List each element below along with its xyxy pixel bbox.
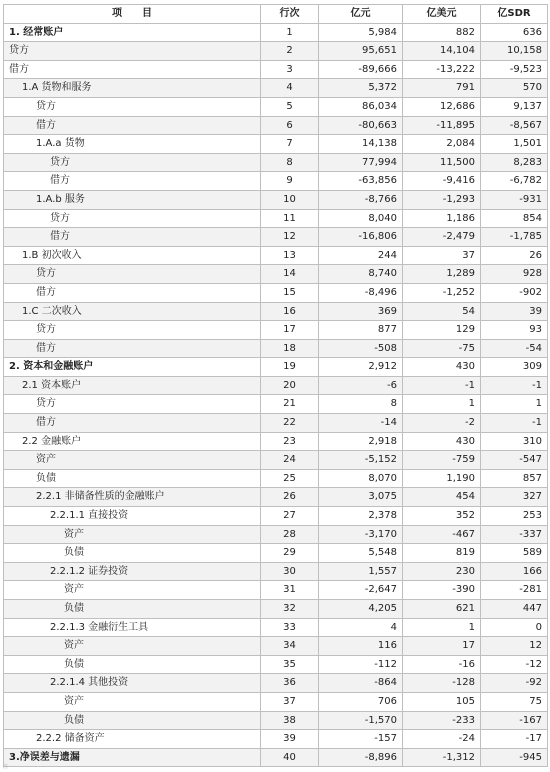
row-number: 33 [261,618,319,637]
row-item-label: 3.净误差与遗漏 [4,748,261,767]
row-number: 27 [261,507,319,526]
table-row [4,432,548,451]
row-number: 13 [261,246,319,265]
footnote-mark: 注 [3,764,9,770]
header-row-number: 行次 [261,5,319,24]
table-row [4,209,548,228]
table-row [4,265,548,284]
table-row [4,674,548,693]
header-item: 项 目 [4,5,261,24]
row-number: 32 [261,600,319,619]
row-item-label: 负债 [4,711,261,730]
value-cny: -157 [319,730,403,749]
header-cny: 亿元 [319,5,403,24]
value-sdr: 1 [481,395,548,414]
value-cny: 2,912 [319,358,403,377]
value-usd: -1,252 [403,283,481,302]
row-item-label: 2.2.2 储备资产 [4,730,261,749]
value-cny: -112 [319,655,403,674]
value-usd: -75 [403,339,481,358]
table-row [4,339,548,358]
value-sdr: -54 [481,339,548,358]
value-cny: 2,918 [319,432,403,451]
row-item-label: 2.2.1 非储备性质的金融账户 [4,488,261,507]
value-sdr: -92 [481,674,548,693]
table-row [4,544,548,563]
row-number: 1 [261,23,319,42]
table-row [4,358,548,377]
value-cny: 5,372 [319,79,403,98]
value-sdr: 9,137 [481,97,548,116]
table-row [4,153,548,172]
table-row [4,488,548,507]
row-number: 31 [261,581,319,600]
value-cny: -8,496 [319,283,403,302]
row-item-label: 资产 [4,692,261,711]
value-sdr: 1,501 [481,135,548,154]
value-cny: 14,138 [319,135,403,154]
table-row [4,23,548,42]
value-usd: -16 [403,655,481,674]
value-sdr: 0 [481,618,548,637]
value-sdr: 10,158 [481,42,548,61]
value-cny: 706 [319,692,403,711]
table-row [4,172,548,191]
value-usd: 791 [403,79,481,98]
value-sdr: 75 [481,692,548,711]
row-item-label: 2.2.1.1 直接投资 [4,507,261,526]
value-sdr: -9,523 [481,60,548,79]
row-number: 30 [261,562,319,581]
value-usd: 454 [403,488,481,507]
table-row [4,60,548,79]
row-item-label: 资产 [4,451,261,470]
table-row [4,79,548,98]
value-sdr: -281 [481,581,548,600]
row-item-label: 贷方 [4,321,261,340]
value-usd: -13,222 [403,60,481,79]
value-sdr: -12 [481,655,548,674]
value-usd: -390 [403,581,481,600]
value-cny: 8,070 [319,469,403,488]
value-sdr: 309 [481,358,548,377]
header-usd: 亿美元 [403,5,481,24]
row-item-label: 借方 [4,339,261,358]
row-number: 2 [261,42,319,61]
row-item-label: 资产 [4,581,261,600]
row-number: 21 [261,395,319,414]
value-usd: 621 [403,600,481,619]
table-row [4,581,548,600]
value-sdr: -167 [481,711,548,730]
value-usd: 14,104 [403,42,481,61]
value-usd: 37 [403,246,481,265]
value-sdr: 857 [481,469,548,488]
value-sdr: -945 [481,748,548,767]
value-usd: 2,084 [403,135,481,154]
value-cny: -14 [319,414,403,433]
value-cny: 8,040 [319,209,403,228]
value-cny: 95,651 [319,42,403,61]
value-cny: 369 [319,302,403,321]
value-cny: 1,557 [319,562,403,581]
table-row [4,451,548,470]
value-cny: -16,806 [319,228,403,247]
value-usd: -1,293 [403,190,481,209]
value-cny: -2,647 [319,581,403,600]
row-number: 16 [261,302,319,321]
row-number: 40 [261,748,319,767]
value-sdr: 854 [481,209,548,228]
value-usd: 12,686 [403,97,481,116]
value-usd: 882 [403,23,481,42]
row-number: 3 [261,60,319,79]
value-sdr: 636 [481,23,548,42]
row-item-label: 借方 [4,414,261,433]
row-item-label: 借方 [4,60,261,79]
table-row [4,228,548,247]
row-item-label: 资产 [4,525,261,544]
row-number: 23 [261,432,319,451]
value-sdr: -1 [481,414,548,433]
row-number: 36 [261,674,319,693]
value-usd: 105 [403,692,481,711]
row-item-label: 负债 [4,600,261,619]
value-usd: -467 [403,525,481,544]
balance-of-payments-table [3,4,548,767]
row-number: 15 [261,283,319,302]
value-usd: 17 [403,637,481,656]
table-row [4,655,548,674]
row-number: 24 [261,451,319,470]
row-number: 7 [261,135,319,154]
row-item-label: 1.A 货物和服务 [4,79,261,98]
value-sdr: -337 [481,525,548,544]
value-sdr: -6,782 [481,172,548,191]
value-sdr: 93 [481,321,548,340]
value-cny: 86,034 [319,97,403,116]
row-item-label: 贷方 [4,395,261,414]
row-number: 37 [261,692,319,711]
value-usd: -759 [403,451,481,470]
table-header [4,5,548,24]
row-item-label: 贷方 [4,97,261,116]
row-item-label: 2.2.1.3 金融衍生工具 [4,618,261,637]
value-cny: 5,984 [319,23,403,42]
value-sdr: -902 [481,283,548,302]
row-number: 10 [261,190,319,209]
row-item-label: 2.2.1.4 其他投资 [4,674,261,693]
value-usd: 1 [403,618,481,637]
value-cny: 8 [319,395,403,414]
value-sdr: -931 [481,190,548,209]
value-cny: -8,766 [319,190,403,209]
value-usd: -128 [403,674,481,693]
table-row [4,246,548,265]
row-item-label: 贷方 [4,42,261,61]
value-sdr: -8,567 [481,116,548,135]
row-number: 18 [261,339,319,358]
header-sdr: 亿SDR [481,5,548,24]
value-sdr: 928 [481,265,548,284]
value-cny: -508 [319,339,403,358]
row-item-label: 借方 [4,116,261,135]
value-cny: -80,663 [319,116,403,135]
value-sdr: 253 [481,507,548,526]
table-row [4,562,548,581]
row-item-label: 2. 资本和金融账户 [4,358,261,377]
value-cny: 2,378 [319,507,403,526]
value-sdr: 570 [481,79,548,98]
value-cny: 77,994 [319,153,403,172]
row-number: 28 [261,525,319,544]
value-usd: 54 [403,302,481,321]
value-cny: -6 [319,376,403,395]
value-usd: 129 [403,321,481,340]
value-sdr: 327 [481,488,548,507]
table-row [4,711,548,730]
row-number: 26 [261,488,319,507]
row-number: 29 [261,544,319,563]
table-row [4,469,548,488]
row-number: 19 [261,358,319,377]
value-cny: 116 [319,637,403,656]
value-cny: -63,856 [319,172,403,191]
value-cny: -864 [319,674,403,693]
row-item-label: 负债 [4,655,261,674]
table-row [4,525,548,544]
table-row [4,395,548,414]
row-number: 35 [261,655,319,674]
row-item-label: 贷方 [4,153,261,172]
value-usd: -2,479 [403,228,481,247]
value-sdr: -547 [481,451,548,470]
table-row [4,116,548,135]
table-row [4,748,548,767]
value-usd: -24 [403,730,481,749]
value-sdr: -17 [481,730,548,749]
row-number: 14 [261,265,319,284]
value-cny: 4,205 [319,600,403,619]
value-cny: -3,170 [319,525,403,544]
value-usd: -1,312 [403,748,481,767]
table-row [4,283,548,302]
row-item-label: 2.2 金融账户 [4,432,261,451]
value-sdr: 447 [481,600,548,619]
row-item-label: 借方 [4,228,261,247]
value-usd: 11,500 [403,153,481,172]
row-number: 4 [261,79,319,98]
value-usd: -2 [403,414,481,433]
value-sdr: -1,785 [481,228,548,247]
row-item-label: 2.2.1.2 证券投资 [4,562,261,581]
row-number: 34 [261,637,319,656]
value-usd: -9,416 [403,172,481,191]
row-number: 5 [261,97,319,116]
row-item-label: 贷方 [4,265,261,284]
table-row [4,692,548,711]
table-row [4,190,548,209]
row-item-label: 负债 [4,544,261,563]
value-cny: 4 [319,618,403,637]
row-item-label: 1. 经常账户 [4,23,261,42]
table-row [4,507,548,526]
value-cny: 877 [319,321,403,340]
row-item-label: 负债 [4,469,261,488]
value-cny: 3,075 [319,488,403,507]
value-sdr: 166 [481,562,548,581]
value-cny: 8,740 [319,265,403,284]
row-number: 25 [261,469,319,488]
value-sdr: -1 [481,376,548,395]
row-number: 38 [261,711,319,730]
value-usd: 1,186 [403,209,481,228]
table-row [4,97,548,116]
table-body [4,23,548,767]
row-item-label: 借方 [4,283,261,302]
row-number: 12 [261,228,319,247]
row-number: 39 [261,730,319,749]
value-usd: 430 [403,432,481,451]
row-item-label: 贷方 [4,209,261,228]
row-item-label: 资产 [4,637,261,656]
row-number: 8 [261,153,319,172]
value-cny: -5,152 [319,451,403,470]
table-row [4,42,548,61]
value-cny: -8,896 [319,748,403,767]
value-usd: 352 [403,507,481,526]
value-usd: -1 [403,376,481,395]
table-row [4,414,548,433]
row-number: 17 [261,321,319,340]
header-row [4,5,548,24]
row-item-label: 1.A.b 服务 [4,190,261,209]
row-item-label: 1.A.a 货物 [4,135,261,154]
table-row [4,376,548,395]
value-cny: 5,548 [319,544,403,563]
row-number: 20 [261,376,319,395]
table-row [4,302,548,321]
value-sdr: 310 [481,432,548,451]
value-usd: 1 [403,395,481,414]
row-item-label: 借方 [4,172,261,191]
value-sdr: 26 [481,246,548,265]
table-row [4,637,548,656]
value-usd: -11,895 [403,116,481,135]
row-item-label: 1.B 初次收入 [4,246,261,265]
value-cny: -1,570 [319,711,403,730]
value-usd: 819 [403,544,481,563]
value-usd: 1,289 [403,265,481,284]
value-sdr: 39 [481,302,548,321]
value-usd: 430 [403,358,481,377]
row-item-label: 1.C 二次收入 [4,302,261,321]
value-usd: -233 [403,711,481,730]
row-number: 22 [261,414,319,433]
value-sdr: 8,283 [481,153,548,172]
table-row [4,321,548,340]
value-sdr: 589 [481,544,548,563]
row-number: 6 [261,116,319,135]
table-row [4,618,548,637]
row-item-label: 2.1 资本账户 [4,376,261,395]
value-cny: -89,666 [319,60,403,79]
value-usd: 1,190 [403,469,481,488]
value-usd: 230 [403,562,481,581]
value-sdr: 12 [481,637,548,656]
table-row [4,135,548,154]
row-number: 11 [261,209,319,228]
table-row [4,600,548,619]
row-number: 9 [261,172,319,191]
value-cny: 244 [319,246,403,265]
table-row [4,730,548,749]
